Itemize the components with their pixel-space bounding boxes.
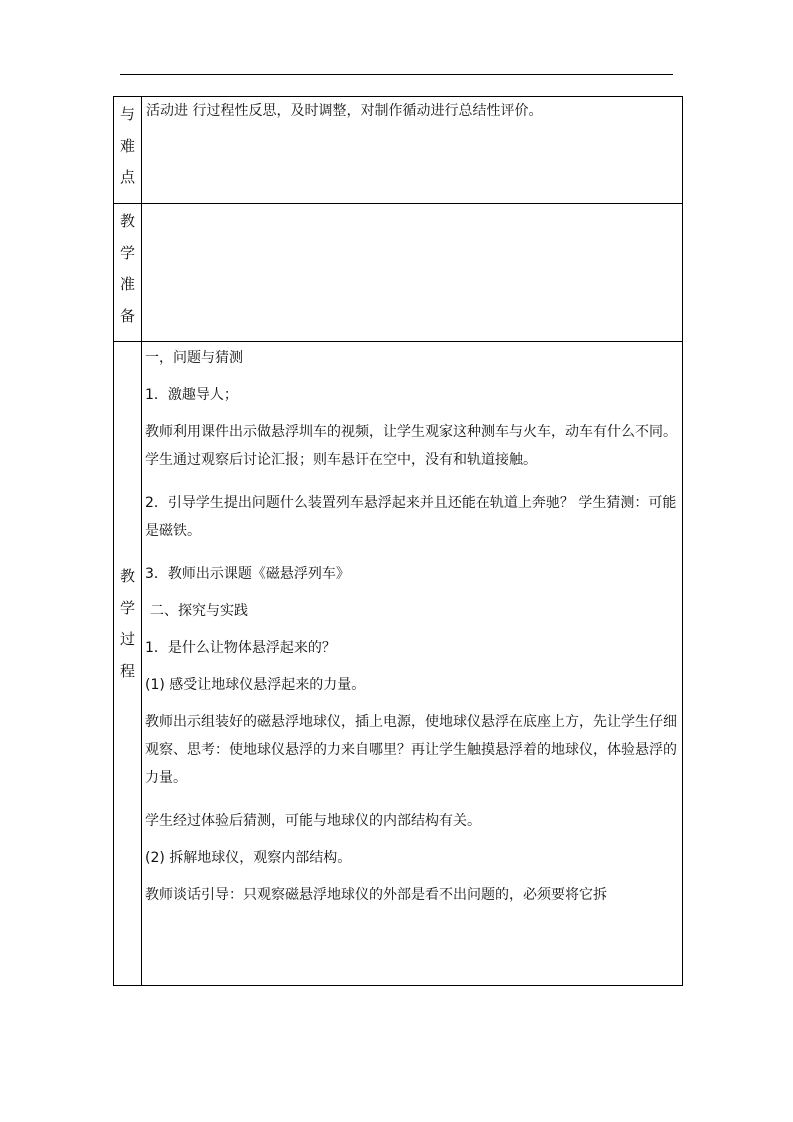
label-char: 与 [119, 105, 135, 123]
paragraph: 3．教师出示课题《磁悬浮列车》 [145, 566, 350, 582]
paragraph: 教师利用课件出示做悬浮圳车的视频，让学生观家这种测车与火车，动车有什么不同。 学生通过观察后讨论汇报；则车悬讦在空中，没有和轨道接触。 [145, 424, 677, 468]
row-label-cell [114, 204, 142, 342]
table-row [114, 97, 683, 204]
difficulty-text: 活动进 行过程性反思，及时调整，对制作循动进行总结性评价。 [146, 103, 543, 119]
paragraph: (2) 拆解地球仪，观察内部结构。 [145, 850, 352, 866]
paragraph: 1．激趣导人； [145, 387, 238, 403]
vertical-label [114, 97, 141, 194]
section-heading: 一，问题与猜测 [145, 350, 243, 366]
paragraph: 学生经过体验后猜测，可能与地球仪的内部结构有关。 [145, 813, 481, 829]
table-row [114, 342, 683, 986]
lesson-plan-table [113, 96, 683, 986]
row-content-cell [142, 204, 683, 342]
label-char: 教 [119, 567, 135, 585]
label-char: 点 [119, 168, 135, 186]
paragraph: 教师出示组装好的磁悬浮地球仪，插上电源，使地球仪悬浮在底座上方，先让学生仔细观察、思考：使地球仪悬浮的力来自哪里？再让学生触摸悬浮着的地球仪，体验悬浮的力量。 [145, 714, 677, 786]
paragraph: 1．是什么让物体悬浮起来的？ [145, 640, 336, 656]
paragraph: 教师谈话引导：只观察磁悬浮地球仪的外部是看不出问题的，必须要将它拆 [145, 887, 607, 903]
table-row [114, 204, 683, 342]
section-heading: 二、探究与实践 [150, 603, 248, 619]
process-content [142, 342, 682, 909]
label-char: 难 [119, 136, 135, 155]
vertical-label [114, 342, 141, 687]
row-label-cell [114, 97, 142, 204]
paragraph: (1) 感受让地球仪悬浮起来的力量。 [145, 677, 366, 693]
label-char: 学 [119, 243, 135, 262]
paragraph: 2．引导学生提出问题什么装置列车悬浮起来并且还能在轨道上奔驰？ 学生猜测：可能是磁铁。 [145, 495, 677, 539]
row-content-cell [142, 97, 683, 204]
header-rule [120, 74, 673, 75]
label-char: 备 [119, 306, 135, 325]
label-char: 学 [119, 598, 135, 617]
row-content-cell [142, 342, 683, 986]
vertical-label [114, 204, 141, 332]
label-char: 程 [119, 661, 135, 680]
row-label-cell [114, 342, 142, 986]
label-char: 教 [119, 212, 135, 230]
label-char: 过 [119, 630, 135, 648]
label-char: 准 [119, 275, 135, 293]
preparation-text [142, 204, 682, 208]
